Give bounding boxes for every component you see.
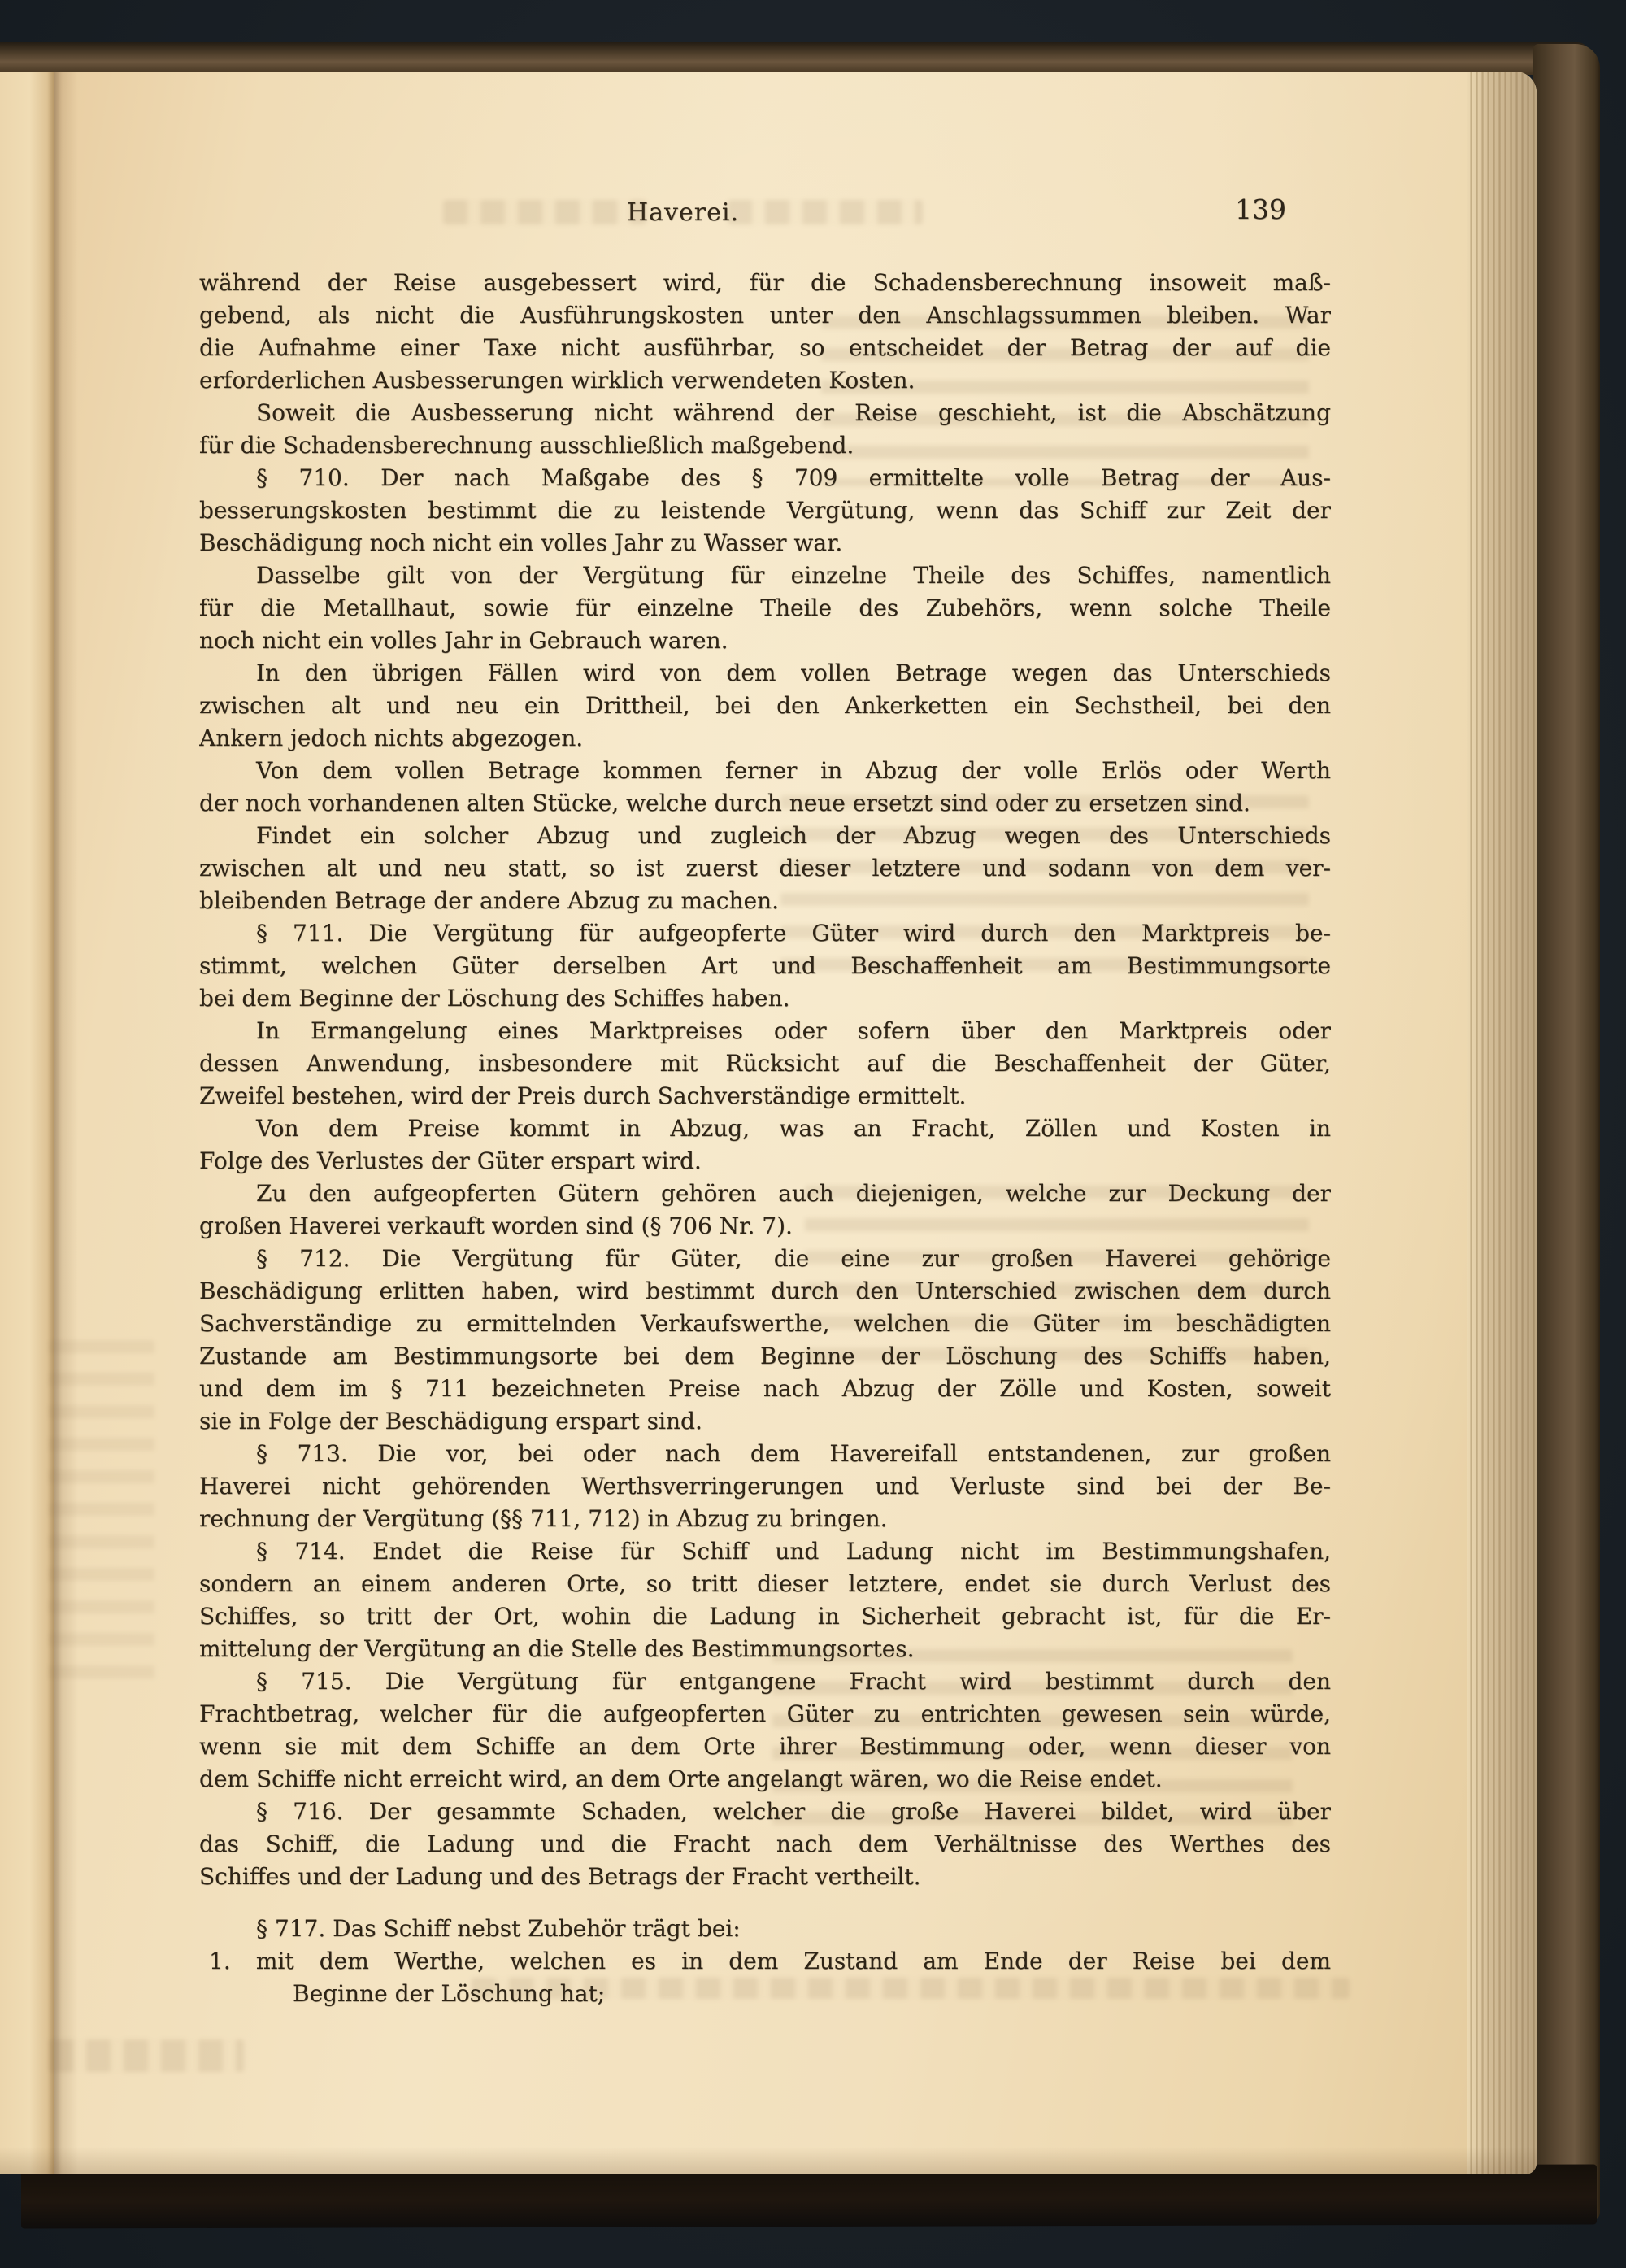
book-page <box>0 72 1537 2174</box>
paragraph <box>199 1913 1331 1945</box>
body-text <box>199 267 1331 2010</box>
paragraph <box>199 1796 1331 1893</box>
text-line: großen Haverei verkauft worden sind (§ 706 Nr. 7). <box>199 1212 793 1239</box>
text-line: für die Metallhaut, sowie für einzelne Theile des Zubehörs, wenn solche Theile <box>199 594 1331 621</box>
text-line: In den übrigen Fällen wird von dem vollen Betrage wegen das Unterschieds <box>256 660 1331 686</box>
paragraph <box>199 1535 1331 1665</box>
text-line: noch nicht ein volles Jahr in Gebrauch waren. <box>199 627 728 654</box>
text-line: dessen Anwendung, insbesondere mit Rücksicht auf die Beschaffenheit der Güter, <box>199 1050 1331 1077</box>
text-line: sie in Folge der Beschädigung erspart sind. <box>199 1408 702 1434</box>
text-line: gebend, als nicht die Ausführungskosten unter den Anschlagssummen bleiben. War <box>199 302 1331 329</box>
text-line: zwischen alt und neu ein Drittheil, bei den Ankerketten ein Sechstheil, bei den <box>199 692 1331 719</box>
page-number: 139 <box>1235 194 1286 225</box>
text-line: § 711. Die Vergütung für aufgeopferte Güter wird durch den Marktpreis be- <box>256 920 1331 947</box>
paragraph <box>199 657 1331 755</box>
text-line: § 716. Der gesammte Schaden, welcher die große Haverei bildet, wird über <box>256 1798 1331 1825</box>
text-line: Frachtbetrag, welcher für die aufgeopferten Güter zu entrichten gewesen sein würde, <box>199 1700 1331 1727</box>
text-line: § 713. Die vor, bei oder nach dem Havereifall entstandenen, zur großen <box>256 1440 1331 1467</box>
paragraph <box>199 462 1331 559</box>
text-line: sondern an einem anderen Orte, so tritt dieser letztere, endet sie durch Verlust des <box>199 1570 1331 1597</box>
text-line: Findet ein solcher Abzug und zugleich der Abzug wegen des Unterschieds <box>256 822 1331 849</box>
gutter-page-edge <box>0 72 54 2174</box>
text-line: Sachverständige zu ermittelnden Verkaufswerthe, welchen die Güter im beschädigten <box>199 1310 1331 1337</box>
text-line: und dem im § 711 bezeichneten Preise nach Abzug der Zölle und Kosten, soweit <box>199 1375 1331 1402</box>
paragraph <box>199 1112 1331 1178</box>
list-item <box>199 1945 1331 2010</box>
text-line: bleibenden Betrage der andere Abzug zu machen. <box>199 887 779 914</box>
text-line: Ankern jedoch nichts abgezogen. <box>199 725 584 751</box>
book-cover-top-edge <box>0 42 1590 75</box>
bleedthrough-smudge <box>49 2039 244 2072</box>
text-line: Haverei nicht gehörenden Werthsverringerungen und Verluste sind bei der Be- <box>199 1473 1331 1500</box>
text-line: Beginne der Löschung hat; <box>293 1980 606 2007</box>
text-line: § 710. Der nach Maßgabe des § 709 ermittelte volle Betrag der Aus- <box>256 464 1331 491</box>
paragraph <box>199 397 1331 462</box>
text-line: erforderlichen Ausbesserungen wirklich verwendeten Kosten. <box>199 367 915 394</box>
paragraph <box>199 1243 1331 1438</box>
paragraph <box>199 267 1331 397</box>
paragraph <box>199 1015 1331 1112</box>
paragraph <box>199 1665 1331 1796</box>
text-line: wenn sie mit dem Schiffe an dem Orte ihrer Bestimmung oder, wenn dieser von <box>199 1733 1331 1760</box>
text-line: Schiffes und der Ladung und des Betrags der Fracht vertheilt. <box>199 1863 921 1890</box>
text-line: dem Schiffe nicht erreicht wird, an dem Orte angelangt wären, wo die Reise endet. <box>199 1765 1163 1792</box>
running-header-title: Haverei. <box>627 198 739 227</box>
book-cover-right-edge <box>1533 44 1600 2222</box>
text-line: stimmt, welchen Güter derselben Art und Beschaffenheit am Bestimmungsorte <box>199 952 1331 979</box>
text-line: § 715. Die Vergütung für entgangene Fracht wird bestimmt durch den <box>256 1668 1331 1695</box>
text-line: der noch vorhandenen alten Stücke, welche durch neue ersetzt sind oder zu ersetzen sind. <box>199 790 1250 816</box>
text-line: zwischen alt und neu statt, so ist zuerst dieser letztere und sodann von dem ver- <box>199 855 1331 882</box>
text-line: die Aufnahme einer Taxe nicht ausführbar, so entscheidet der Betrag der auf die <box>199 334 1331 361</box>
text-line: Dasselbe gilt von der Vergütung für einzelne Theile des Schiffes, namentlich <box>256 562 1331 589</box>
text-line: Schiffes, so tritt der Ort, wohin die Ladung in Sicherheit gebracht ist, für die Er- <box>199 1603 1331 1630</box>
text-line: Soweit die Ausbesserung nicht während der Reise geschieht, ist die Abschätzung <box>256 399 1331 426</box>
fore-edge-page-stack <box>1467 72 1537 2174</box>
text-line: 1. mit dem Werthe, welchen es in dem Zustand am Ende der Reise bei dem <box>209 1948 1331 1974</box>
text-line: Zweifel bestehen, wird der Preis durch Sachverständige ermittelt. <box>199 1082 967 1109</box>
text-line: Von dem Preise kommt in Abzug, was an Fracht, Zöllen und Kosten in <box>256 1115 1331 1142</box>
text-line: Zustande am Bestimmungsorte bei dem Beginne der Löschung des Schiffs haben, <box>199 1343 1331 1369</box>
text-line: In Ermangelung eines Marktpreises oder sofern über den Marktpreis oder <box>256 1017 1331 1044</box>
paragraph <box>199 820 1331 917</box>
text-line: das Schiff, die Ladung und die Fracht nach dem Verhältnisse des Werthes des <box>199 1831 1331 1857</box>
text-line: § 714. Endet die Reise für Schiff und Ladung nicht im Bestimmungshafen, <box>256 1538 1331 1565</box>
text-line: für die Schadensberechnung ausschließlich maßgebend. <box>199 432 854 459</box>
text-line: Beschädigung noch nicht ein volles Jahr zu Wasser war. <box>199 529 843 556</box>
text-line: § 717. Das Schiff nebst Zubehör trägt bei: <box>256 1915 741 1942</box>
text-line: mittelung der Vergütung an die Stelle des Bestimmungsortes. <box>199 1635 915 1662</box>
gutter-crease <box>54 72 78 2174</box>
text-line: besserungskosten bestimmt die zu leistende Vergütung, wenn das Schiff zur Zeit der <box>199 497 1331 524</box>
text-line: Zu den aufgeopferten Gütern gehören auch diejenigen, welche zur Deckung der <box>256 1180 1331 1207</box>
text-line: rechnung der Vergütung (§§ 711, 712) in Abzug zu bringen. <box>199 1505 888 1532</box>
paragraph <box>199 1178 1331 1243</box>
text-line: Von dem vollen Betrage kommen ferner in Abzug der volle Erlös oder Werth <box>256 757 1331 784</box>
paragraph <box>199 559 1331 657</box>
text-line: während der Reise ausgebessert wird, für die Schadensberechnung insoweit maß- <box>199 269 1331 296</box>
text-line: Beschädigung erlitten haben, wird bestimmt durch den Unterschied zwischen dem durch <box>199 1278 1331 1304</box>
text-line: bei dem Beginne der Löschung des Schiffes haben. <box>199 985 790 1012</box>
paragraph <box>199 755 1331 820</box>
paragraph <box>199 917 1331 1015</box>
paragraph <box>199 1438 1331 1535</box>
text-line: Folge des Verlustes der Güter erspart wird. <box>199 1147 702 1174</box>
text-line: § 712. Die Vergütung für Güter, die eine zur großen Haverei gehörige <box>256 1245 1331 1272</box>
